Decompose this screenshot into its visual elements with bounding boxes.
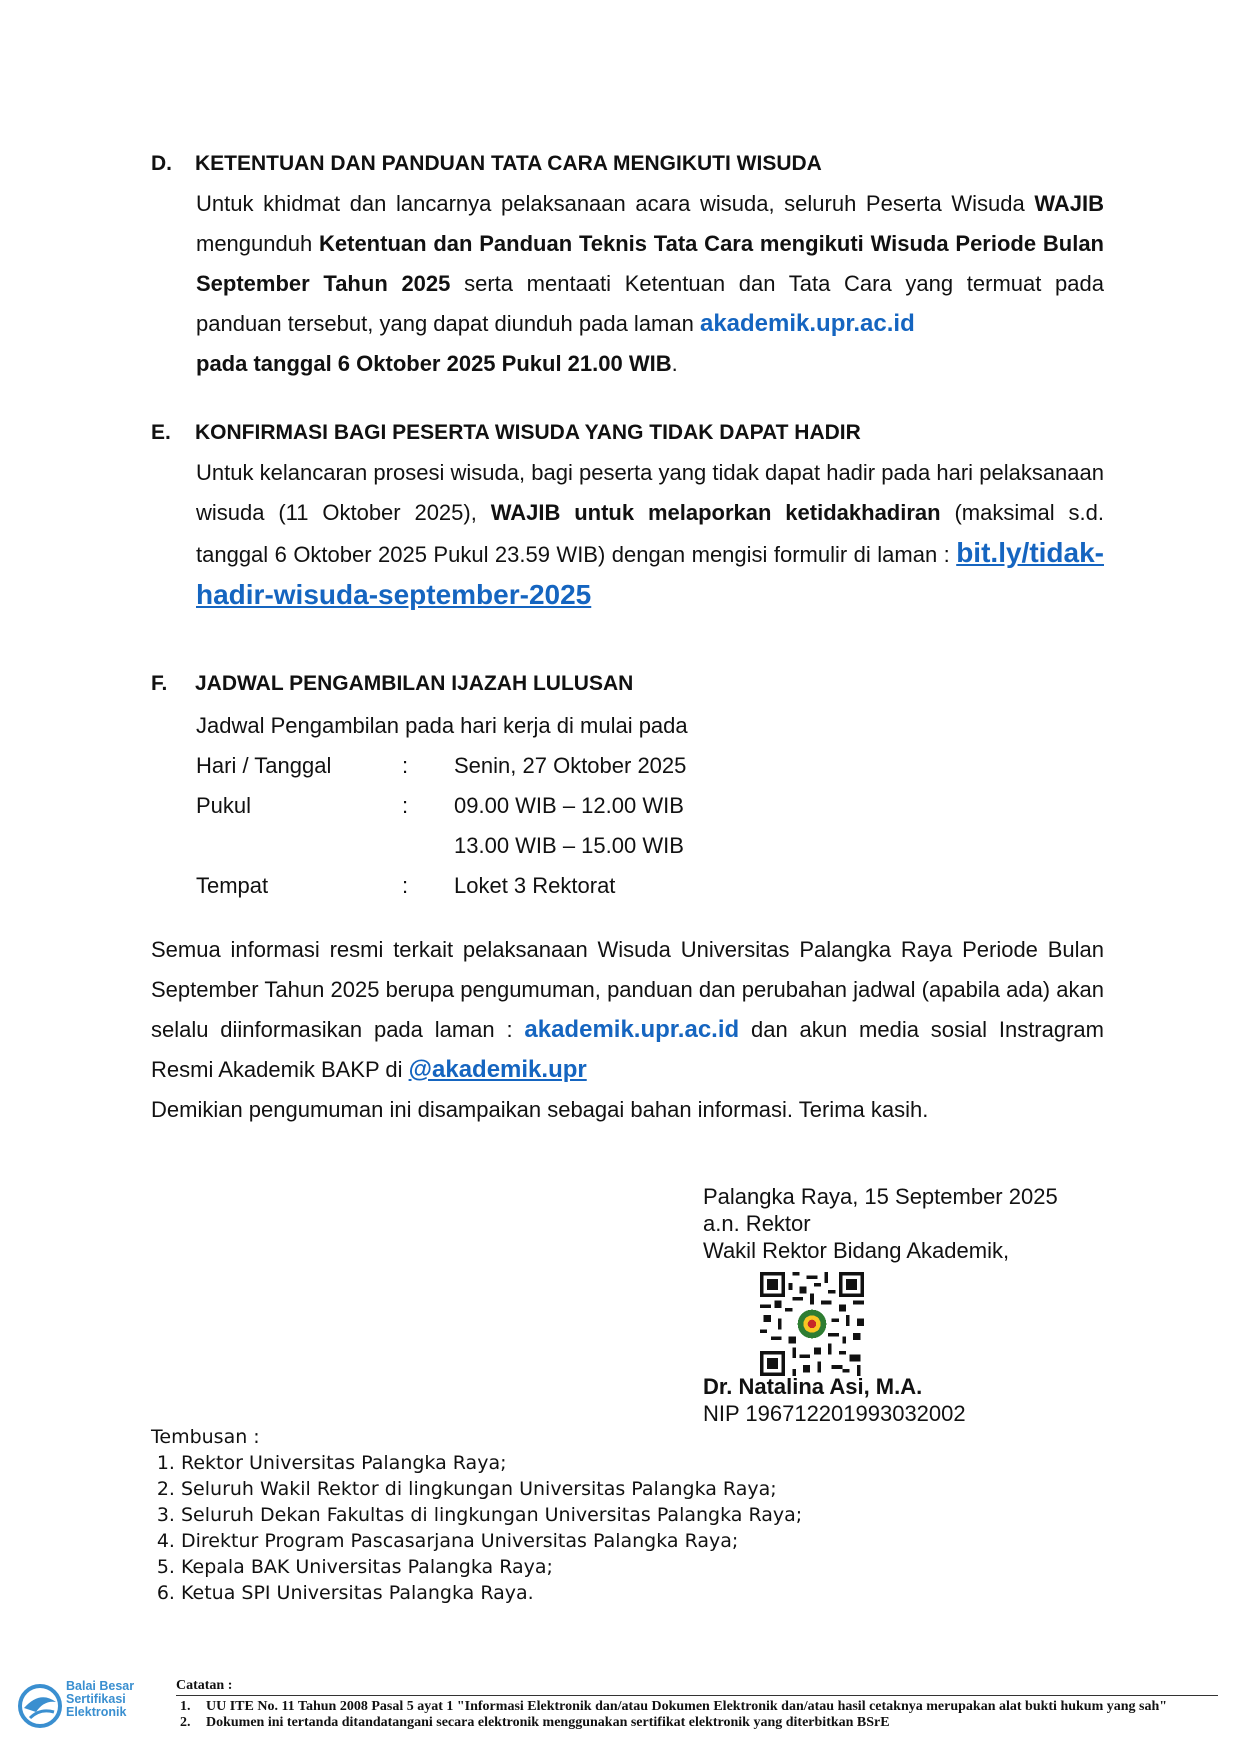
signature-an: a.n. Rektor <box>703 1211 811 1236</box>
section-d-letter: D. <box>151 152 172 175</box>
schedule-intro <box>196 706 896 746</box>
schedule-row <box>196 866 896 906</box>
section-d-text-2: mengunduh <box>196 231 319 256</box>
section-d-text-3: serta mentaati Ketentuan dan Tata Cara yang termuat pada panduan tersebut, yang dapat diunduh pada laman <box>196 271 1104 336</box>
note-text: UU ITE No. 11 Tahun 2008 Pasal 5 ayat 1 "Informasi Elektronik dan/atau Dokumen Elektronik dan/atau hasil cetaknya merupakan alat bukti hukum yang sah" <box>206 1699 1168 1714</box>
section-f-title: JADWAL PENGAMBILAN IJAZAH LULUSAN <box>195 672 634 695</box>
note-number: 1. <box>180 1699 191 1714</box>
schedule-sep: : <box>402 873 409 898</box>
footer-note <box>176 1715 1222 1731</box>
absence-form-link[interactable]: bit.ly/tidak-hadir-wisuda-september-2025 <box>196 537 1104 610</box>
section-d-paragraph <box>196 184 1104 384</box>
akademik-link[interactable]: akademik.upr.ac.id <box>699 310 915 337</box>
signature-qr-code-icon <box>760 1272 864 1376</box>
section-d-heading <box>151 152 822 176</box>
bsre-logo-text <box>66 1680 134 1719</box>
tembusan-label: Tembusan : <box>151 1426 260 1448</box>
section-e-wajib: WAJIB untuk melaporkan ketidakhadiran <box>490 500 941 525</box>
signature-block <box>703 1183 1058 1264</box>
tembusan-block <box>151 1424 802 1606</box>
section-d-deadline: pada tanggal 6 Oktober 2025 Pukul 21.00 WIB <box>196 351 672 376</box>
footer-divider <box>176 1695 1218 1696</box>
list-item: 5. Kepala BAK Universitas Palangka Raya; <box>181 1554 802 1580</box>
bsre-line: Balai Besar <box>66 1679 135 1693</box>
schedule-row <box>196 746 896 786</box>
closing-text-1: Semua informasi resmi terkait pelaksanaan Wisuda Universitas Palangka Raya Periode Bulan September Tahun 2025 berupa pengumuman, panduan dan perubahan jadwal (apabila ada) akan selalu diinformasikan pada laman : <box>151 937 1104 1042</box>
schedule-sep: : <box>402 793 409 818</box>
note-text: Dokumen ini tertanda ditandatangani secara elektronik menggunakan sertifikat elektronik yang diterbitkan BSrE <box>206 1715 890 1730</box>
list-item: 6. Ketua SPI Universitas Palangka Raya. <box>181 1580 802 1606</box>
section-d-end: . <box>671 351 678 376</box>
schedule-value: Senin, 27 Oktober 2025 <box>454 753 687 778</box>
closing-paragraph <box>151 930 1104 1130</box>
bsre-line: Elektronik <box>66 1705 127 1719</box>
schedule-value: 09.00 WIB – 12.00 WIB <box>454 793 684 818</box>
schedule-row <box>196 826 896 866</box>
section-f-heading <box>151 672 633 696</box>
signature-place-date: Palangka Raya, 15 September 2025 <box>703 1184 1058 1209</box>
catatan-label: Catatan : <box>176 1678 233 1693</box>
section-d-wajib: WAJIB <box>1034 191 1104 216</box>
section-e-paragraph <box>196 453 1104 617</box>
schedule-value: Loket 3 Rektorat <box>454 873 616 898</box>
section-e-letter: E. <box>151 421 171 444</box>
schedule-intro-text: Jadwal Pengambilan pada hari kerja di mulai pada <box>196 713 688 738</box>
schedule-value: 13.00 WIB – 15.00 WIB <box>454 833 684 858</box>
closing-thanks: Demikian pengumuman ini disampaikan sebagai bahan informasi. Terima kasih. <box>151 1097 929 1122</box>
note-number: 2. <box>180 1715 191 1730</box>
schedule-key: Hari / Tanggal <box>196 753 332 778</box>
schedule-row <box>196 786 896 826</box>
list-item: 1. Rektor Universitas Palangka Raya; <box>181 1450 802 1476</box>
section-d-text-1: Untuk khidmat dan lancarnya pelaksanaan acara wisuda, seluruh Peserta Wisuda <box>196 191 1035 216</box>
schedule-block <box>196 706 896 906</box>
schedule-sep: : <box>402 753 409 778</box>
schedule-key: Tempat <box>196 873 269 898</box>
instagram-link[interactable]: @akademik.upr <box>408 1056 587 1083</box>
section-d-document-name: Ketentuan dan Panduan Teknis Tata Cara mengikuti Wisuda Periode Bulan September Tahun 2025 <box>196 231 1104 296</box>
closing-text-2: dan akun media sosial Instragram Resmi Akademik BAKP di <box>151 1017 1104 1082</box>
section-d-title: KETENTUAN DAN PANDUAN TATA CARA MENGIKUTI WISUDA <box>195 152 822 175</box>
signature-nip: NIP 196712201993032002 <box>703 1401 966 1426</box>
list-item: 3. Seluruh Dekan Fakultas di lingkungan Universitas Palangka Raya; <box>181 1502 802 1528</box>
section-e-text-2: (maksimal s.d. tanggal 6 Oktober 2025 Pukul 23.59 WIB) dengan mengisi formulir di laman : <box>196 500 1104 567</box>
footer-note <box>176 1699 1222 1715</box>
schedule-key: Pukul <box>196 793 252 818</box>
section-e-title: KONFIRMASI BAGI PESERTA WISUDA YANG TIDAK DAPAT HADIR <box>195 421 861 444</box>
section-e-heading <box>151 421 861 445</box>
signature-role: Wakil Rektor Bidang Akademik, <box>703 1238 1010 1263</box>
list-item: 2. Seluruh Wakil Rektor di lingkungan Universitas Palangka Raya; <box>181 1476 802 1502</box>
signature-name: Dr. Natalina Asi, M.A. <box>703 1374 923 1399</box>
list-item: 4. Direktur Program Pascasarjana Universitas Palangka Raya; <box>181 1528 802 1554</box>
bsre-line: Sertifikasi <box>66 1692 126 1706</box>
closing-akademik-link[interactable]: akademik.upr.ac.id <box>524 1016 740 1043</box>
section-f-letter: F. <box>151 672 168 695</box>
tembusan-list <box>151 1450 802 1606</box>
section-e-text-1: Untuk kelancaran prosesi wisuda, bagi peserta yang tidak dapat hadir pada hari pelaksanaan wisuda (11 Oktober 2025), <box>196 460 1104 525</box>
footer-notes <box>176 1699 1222 1731</box>
